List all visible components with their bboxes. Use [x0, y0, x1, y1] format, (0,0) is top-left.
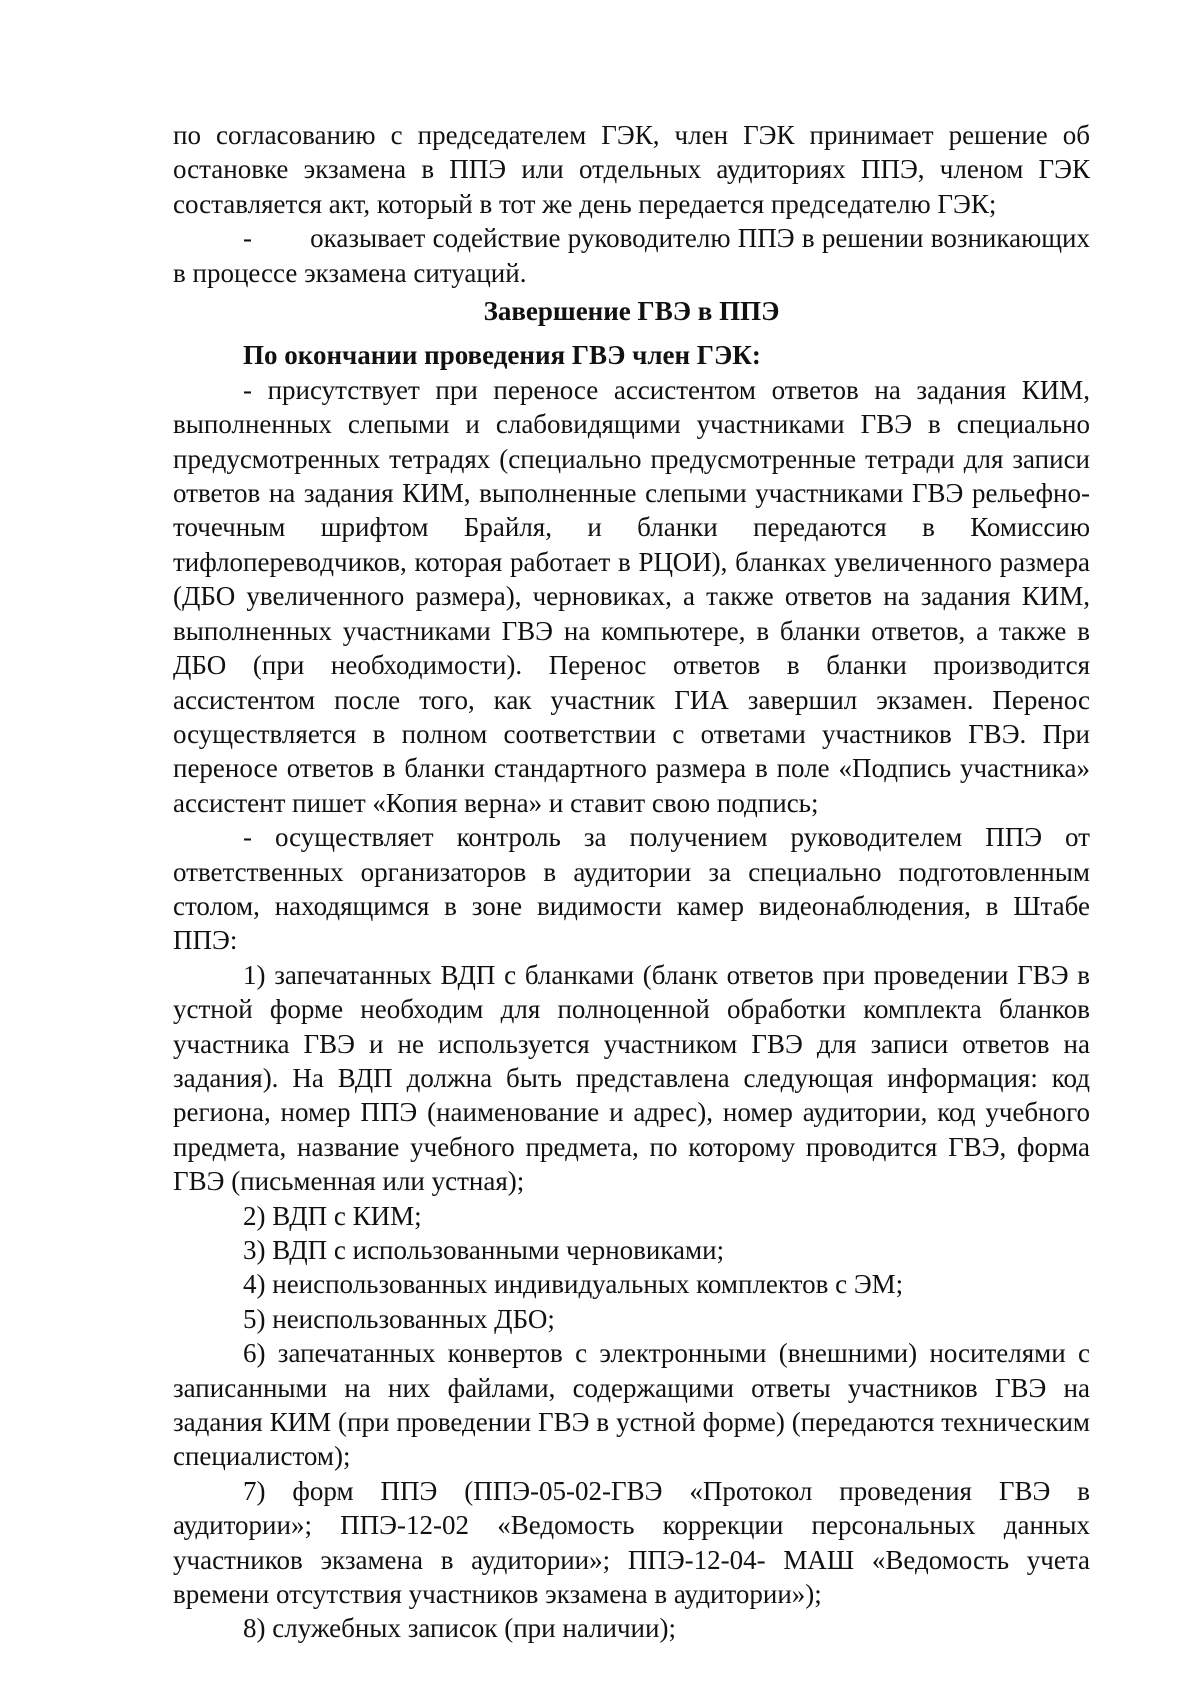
list-item-2: 2) ВДП с КИМ; [243, 1200, 422, 1231]
paragraph-control-receipt: - осуществляет контроль за получением руководителем ППЭ от ответственных организаторов в аудитории за специально подготовленным столом, находящимся в зоне видимости камер видеонаблюдения, в Штабе ППЭ: [173, 822, 1090, 956]
document-page [173, 118, 1090, 1646]
list-item-4: 4) неиспользованных индивидуальных комплектов с ЭМ; [243, 1269, 904, 1300]
list-item-5: 5) неиспользованных ДБО; [243, 1303, 555, 1334]
list-item-7: 7) форм ППЭ (ППЭ-05-02-ГВЭ «Протокол проведения ГВЭ в аудитории»; ППЭ-12-02 «Ведомость коррекции персональных данных участников экзамена в аудитории»; ППЭ-12-04- МАШ «Ведомость учета времени отсутствия участников экзамена в аудитории»); [173, 1475, 1090, 1610]
paragraph-assist-head: - оказывает содействие руководителю ППЭ в решении возникающих в процессе экзамена ситуаций. [173, 223, 1090, 288]
list-item-6: 6) запечатанных конвертов с электронными (внешними) носителями с записанными на них файлами, содержащими ответы участников ГВЭ на задания КИМ (при проведении ГВЭ в устной форме) (передаются техническим специалистом); [173, 1338, 1090, 1472]
list-item-3: 3) ВДП с использованными черновиками; [243, 1235, 725, 1265]
section-subheading: По окончании проведения ГВЭ член ГЭК: [243, 340, 761, 371]
paragraph-answer-transfer: - присутствует при переносе ассистентом ответов на задания КИМ, выполненных слепыми и слабовидящими участниками ГВЭ в специально предусмотренных тетрадях (специально предусмотренные тетради для записи ответов на задания КИМ, выполненные слепыми участниками ГВЭ рельефно-точечным шрифтом Брайля, и бланки передаются в Комиссию тифлопереводчиков, которая работает в РЦОИ), бланках увеличенного размера (ДБО увеличенного размера), черновиках, а также ответов на задания КИМ, выполненных участниками ГВЭ на компьютере, в бланки ответов, а также в ДБО (при необходимости). Перенос ответов в бланки производится ассистентом после того, как участник ГИА завершил экзамен. Перенос осуществляется в полном соответствии с ответами участников ГВЭ. При переносе ответов в бланки стандартного размера в поле «Подпись участника» ассистент пишет «Копия верна» и ставит свою подпись; [173, 374, 1090, 818]
paragraph-exam-stop-act: по согласованию с председателем ГЭК, член ГЭК принимает решение об остановке экзамена в ППЭ или отдельных аудиториях ППЭ, членом ГЭК составляется акт, который в тот же день передается председателю ГЭК; [173, 120, 1090, 219]
list-item-1: 1) запечатанных ВДП с бланками (бланк ответов при проведении ГВЭ в устной форме необходим для полноценной обработки комплекта бланков участника ГВЭ и не используется участником ГВЭ для записи ответов на задания). На ВДП должна быть представлена следующая информация: код региона, номер ППЭ (наименование и адрес), номер аудитории, код учебного предмета, название учебного предмета, по которому проводится ГВЭ, форма ГВЭ (письменная или устная); [173, 959, 1090, 1197]
list-item-8: 8) служебных записок (при наличии); [243, 1613, 676, 1644]
section-heading: Завершение ГВЭ в ППЭ [483, 296, 780, 327]
